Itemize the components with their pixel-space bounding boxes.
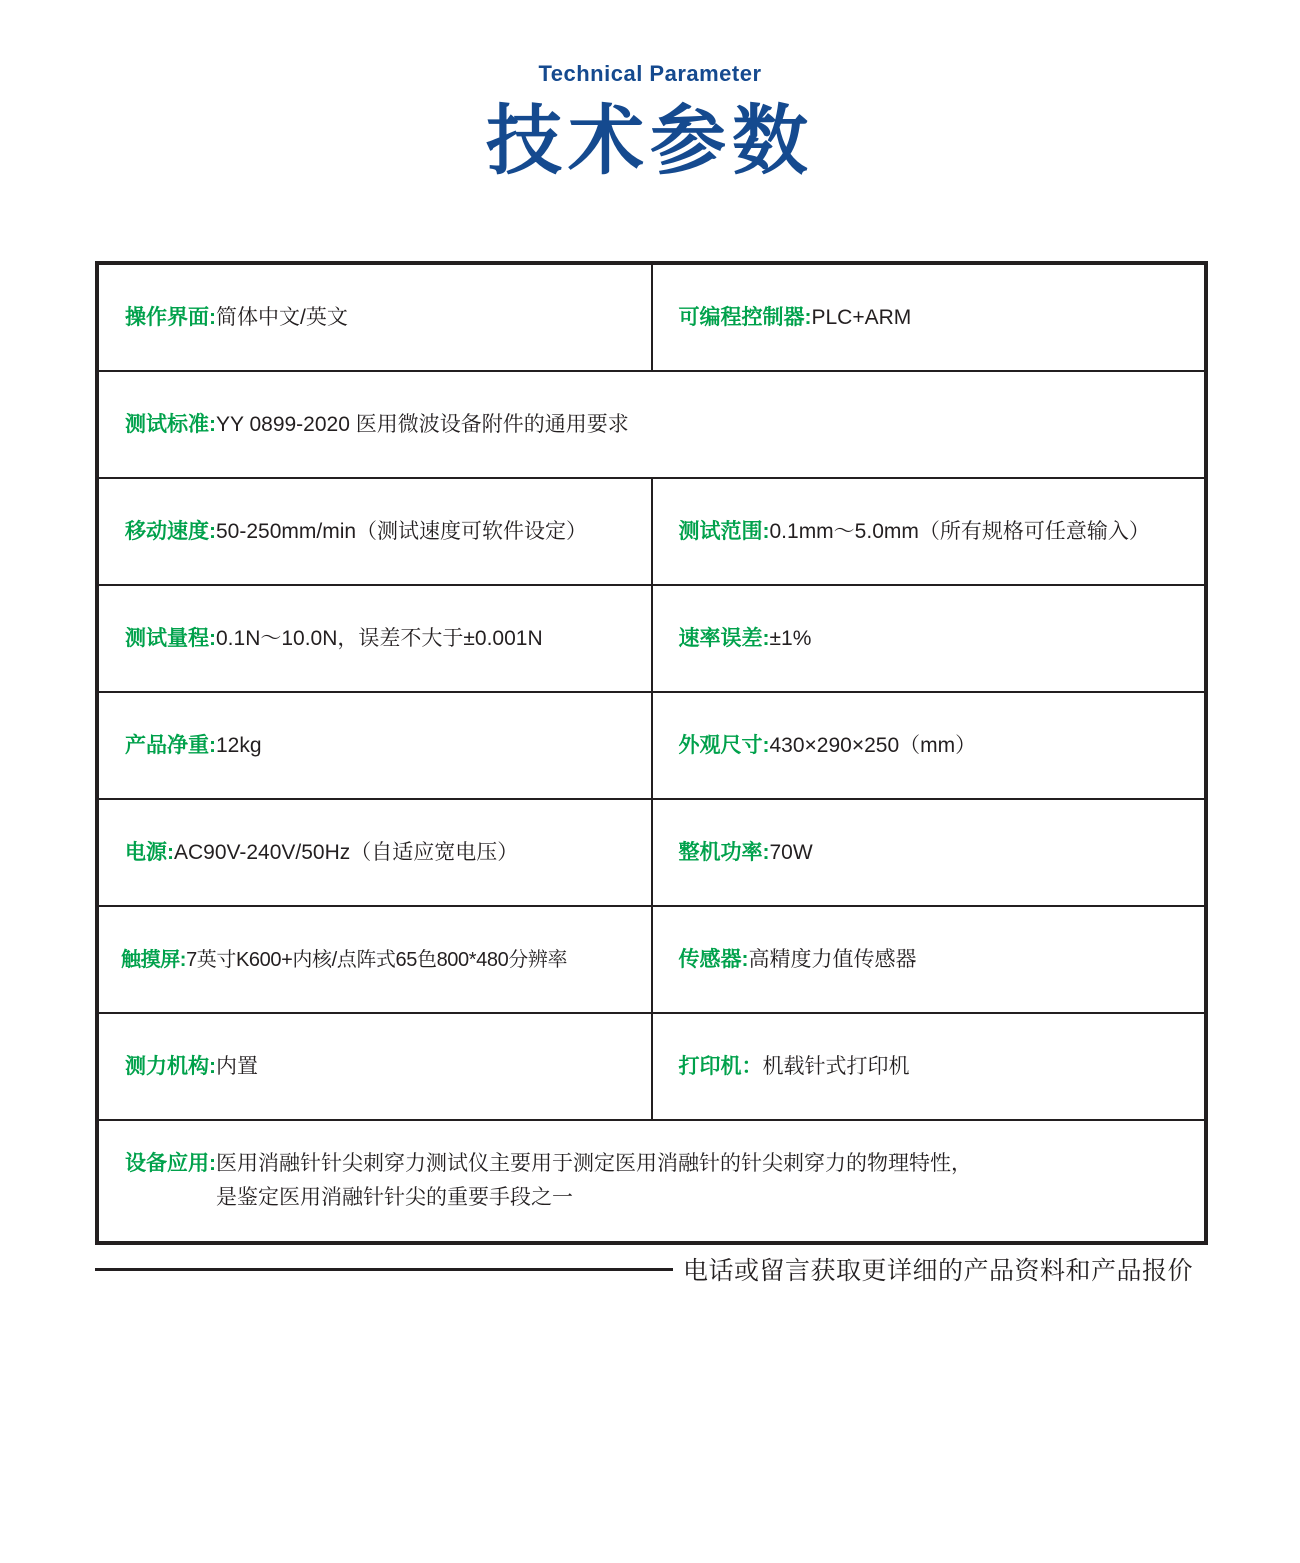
table-row <box>99 1120 1204 1241</box>
table-row <box>99 265 1204 371</box>
spec-cell-moving-speed <box>99 478 652 585</box>
spec-cell-net-weight <box>99 692 652 799</box>
spec-label: 整机功率: <box>678 840 770 864</box>
table-row <box>99 799 1204 906</box>
page-subtitle-english: Technical Parameter <box>538 61 762 86</box>
spec-label: 速率误差: <box>678 626 770 650</box>
spec-label: 外观尺寸: <box>678 733 770 757</box>
table-row <box>99 1013 1204 1120</box>
table-row <box>99 371 1204 478</box>
spec-label: 产品净重: <box>125 733 216 757</box>
footer <box>95 1251 1208 1287</box>
spec-label: 传感器: <box>678 947 749 971</box>
application-line-2: 是鉴定医用消融针针尖的重要手段之一 <box>216 1186 573 1210</box>
spec-cell-sensor <box>652 906 1205 1013</box>
spec-value: PLC+ARM <box>811 305 912 329</box>
page-header <box>0 0 1300 189</box>
spec-value: 内置 <box>216 1054 258 1078</box>
table-row <box>99 692 1204 799</box>
footer-contact-text: 电话或留言获取更详细的产品资料和产品报价 <box>683 1257 1194 1285</box>
spec-label: 测试量程: <box>125 626 216 650</box>
spec-value <box>216 1147 972 1215</box>
spec-label: 测试标准: <box>125 412 216 436</box>
spec-value: 12kg <box>216 733 262 757</box>
spec-value: 50-250mm/min（测试速度可软件设定） <box>216 519 588 543</box>
spec-value: YY 0899-2020 医用微波设备附件的通用要求 <box>216 412 629 436</box>
spec-label: 操作界面: <box>125 305 216 329</box>
spec-value: 430×290×250（mm） <box>769 733 977 757</box>
spec-cell-total-power <box>652 799 1205 906</box>
spec-table <box>95 261 1208 1245</box>
spec-cell-plc-controller <box>652 265 1205 371</box>
table-row <box>99 478 1204 585</box>
spec-value: 0.1mm～5.0mm（所有规格可任意输入） <box>769 519 1150 543</box>
spec-cell-measuring-range <box>99 585 652 692</box>
spec-label: 移动速度: <box>125 519 216 543</box>
spec-cell-power-supply <box>99 799 652 906</box>
page-title: 技术参数 <box>486 99 814 185</box>
spec-value: 0.1N～10.0N，误差不大于±0.001N <box>216 626 543 650</box>
spec-label: 可编程控制器: <box>678 305 812 329</box>
spec-label: 设备应用: <box>125 1152 216 1175</box>
spec-cell-speed-error <box>652 585 1205 692</box>
spec-cell-dimensions <box>652 692 1205 799</box>
spec-cell-force-mechanism <box>99 1013 652 1120</box>
spec-cell-test-range <box>652 478 1205 585</box>
spec-cell-application <box>99 1120 1204 1241</box>
footer-divider <box>95 1268 673 1271</box>
spec-label: 测力机构: <box>125 1054 216 1078</box>
spec-cell-operation-interface <box>99 265 652 371</box>
spec-value: AC90V-240V/50Hz（自适应宽电压） <box>174 840 519 864</box>
spec-cell-printer <box>652 1013 1205 1120</box>
spec-value: 7英寸K600+内核/点阵式65色800*480分辨率 <box>186 948 568 971</box>
spec-value: ±1% <box>769 626 812 650</box>
spec-value: 机载针式打印机 <box>762 1054 910 1078</box>
spec-value: 70W <box>769 840 813 864</box>
application-line-1: 医用消融针针尖刺穿力测试仪主要用于测定医用消融针的针尖刺穿力的物理特性， <box>216 1152 972 1175</box>
spec-cell-touchscreen <box>99 906 652 1013</box>
spec-value: 高精度力值传感器 <box>748 947 917 971</box>
table-row <box>99 906 1204 1013</box>
spec-label: 测试范围: <box>678 519 770 543</box>
spec-label: 电源: <box>125 840 174 864</box>
spec-cell-test-standard <box>99 371 1204 478</box>
spec-label: 触摸屏: <box>121 948 187 971</box>
spec-label: 打印机： <box>678 1054 763 1078</box>
spec-value: 简体中文/英文 <box>216 305 348 329</box>
table-row <box>99 585 1204 692</box>
